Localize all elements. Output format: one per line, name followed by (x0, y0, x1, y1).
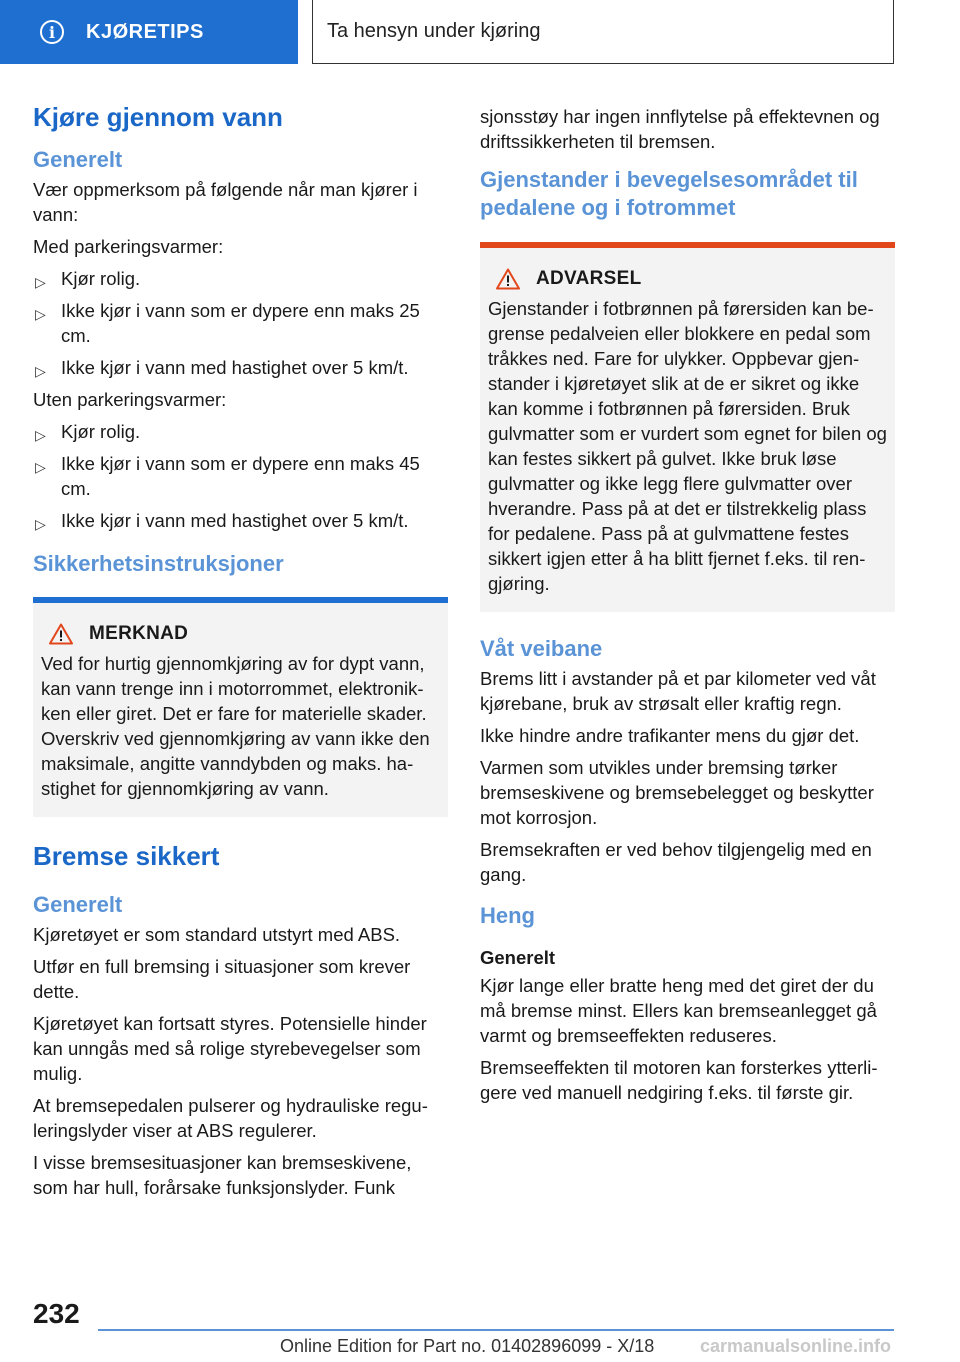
list-item (33, 266, 448, 291)
notice-header (41, 623, 440, 645)
info-icon: i (40, 20, 64, 44)
footer-edition: Online Edition for Part no. 01402896099 - X/18 (280, 1336, 655, 1356)
warning-triangle-icon (49, 623, 73, 645)
paragraph: Kjøretøyet kan fortsatt styres. Potensielle hinder kan unngås med så rolige styrebevegelser som mulig. (33, 1013, 427, 1084)
paragraph: Uten parkeringsvarmer: (33, 389, 227, 410)
warning-box (480, 242, 895, 612)
paragraph: Kjøretøyet er som standard utstyrt med ABS. (33, 924, 401, 945)
list-item (33, 508, 448, 533)
list-item-text: Ikke kjør i vann som er dypere enn maks 25 cm. (61, 300, 420, 346)
list-item-text: Kjør rolig. (61, 421, 141, 442)
subheading-pedal-area: Gjenstander i bevegelsesområdet til pedalene og i fotrommet (480, 167, 858, 220)
bullet-list (33, 419, 448, 533)
subheading-safety: Sikkerhetsinstruksjoner (33, 551, 284, 576)
warning-title: ADVARSEL (536, 268, 642, 289)
paragraph: Utfør en full bremsing i situasjoner som krever dette. (33, 956, 411, 1002)
paragraph: sjonsstøy har ingen innflytelse på effektevnen og driftssikkerheten til bremsen. (480, 106, 880, 152)
list-item (33, 419, 448, 444)
paragraph: Ikke hindre andre trafikanter mens du gjør det. (480, 725, 860, 746)
section-label: KJØRETIPS (86, 20, 204, 43)
bullet-triangle-icon: ▷ (35, 363, 46, 379)
section-tab (0, 0, 298, 64)
bullet-triangle-icon: ▷ (35, 427, 46, 443)
paragraph: Bremseeffekten til motoren kan forsterkes ytterligere ved manuell nedgiring f.eks. til første gir. (480, 1057, 878, 1103)
bullet-list (33, 266, 448, 380)
list-item (33, 451, 448, 501)
paragraph: Bremsekraften er ved behov tilgjengelig med en gang. (480, 839, 872, 885)
paragraph: Varmen som utvikles under bremsing tørker bremseskivene og bremsebelegget og beskytter mot korrosjon. (480, 757, 874, 828)
warning-triangle-icon (496, 268, 520, 290)
footer-divider (98, 1329, 894, 1331)
warning-text: Gjenstander i fotbrønnen på førersiden kan begrense pedalveien eller blokkere en pedal som tråkkes ned. Fare for ulykker. Oppbevar gjenstander i kjøretøyet slik at de er sikret og ikke kan komme i fotbrønnen på førersiden. Bruk gulvmatter som er vurdert som egnet for bilen og kan festes sikkert på gulvet. Ikke bruk løse gulvmatter og ikke legg flere gulvmatter over hverandre. Pass på at det er tilstrekkelig plass for pedalene. Pass på at gulvmattene festes sikkert igjen etter å ha blitt fjernet f.eks. til rengjøring. (488, 298, 887, 594)
subheading-general: Generelt (33, 892, 123, 917)
notice-box (33, 597, 448, 817)
bullet-triangle-icon: ▷ (35, 274, 46, 290)
list-item-text: Kjør rolig. (61, 268, 141, 289)
bullet-triangle-icon: ▷ (35, 306, 46, 322)
paragraph: I visse bremsesituasjoner kan bremseskivene, som har hull, forårsake funksjonslyder. Funk (33, 1152, 412, 1198)
left-column (33, 96, 448, 1207)
right-column (480, 104, 895, 1112)
heading-water: Kjøre gjennom vann (33, 102, 283, 132)
heading-brake: Bremse sikkert (33, 841, 220, 871)
list-item-text: Ikke kjør i vann med hastighet over 5 km/t. (61, 357, 409, 378)
bullet-triangle-icon: ▷ (35, 516, 46, 532)
page-header-title: Ta hensyn under kjøring (312, 0, 894, 64)
paragraph: Vær oppmerksom på følgende når man kjører i vann: (33, 179, 418, 225)
paragraph: Kjør lange eller bratte heng med det giret der du må bremse minst. Ellers kan bremseanlegget gå varmt og bremseeffekten reduseres. (480, 975, 877, 1046)
subheading-general: Generelt (480, 947, 556, 968)
paragraph: Med parkeringsvarmer: (33, 236, 224, 257)
paragraph: At bremsepedalen pulserer og hydrauliske reguleringslyder viser at ABS regulerer. (33, 1095, 428, 1141)
warning-header (488, 268, 887, 290)
bullet-triangle-icon: ▷ (35, 459, 46, 475)
list-item-text: Ikke kjør i vann som er dypere enn maks 45 cm. (61, 453, 420, 499)
paragraph: Brems litt i avstander på et par kilometer ved våt kjørebane, bruk av strøsalt eller kraftig regn. (480, 668, 876, 714)
subheading-wet-road: Våt veibane (480, 636, 603, 661)
list-item (33, 355, 448, 380)
subheading-slope: Heng (480, 903, 535, 928)
list-item-text: Ikke kjør i vann med hastighet over 5 km/t. (61, 510, 409, 531)
notice-title: MERKNAD (89, 623, 189, 644)
list-item (33, 298, 448, 348)
notice-text: Ved for hurtig gjennomkjøring av for dypt vann, kan vann trenge inn i motorrommet, elektronikken eller giret. Det er fare for materielle skader. Overskriv ved gjennomkjøring av vann ikke den maksimale, angitte vanndybden og maks. hastighet for gjennomkjøring av vann. (41, 653, 430, 799)
subheading-general: Generelt (33, 147, 123, 172)
page-number: 232 (33, 1298, 80, 1329)
watermark: carmanualsonline.info (700, 1336, 892, 1356)
